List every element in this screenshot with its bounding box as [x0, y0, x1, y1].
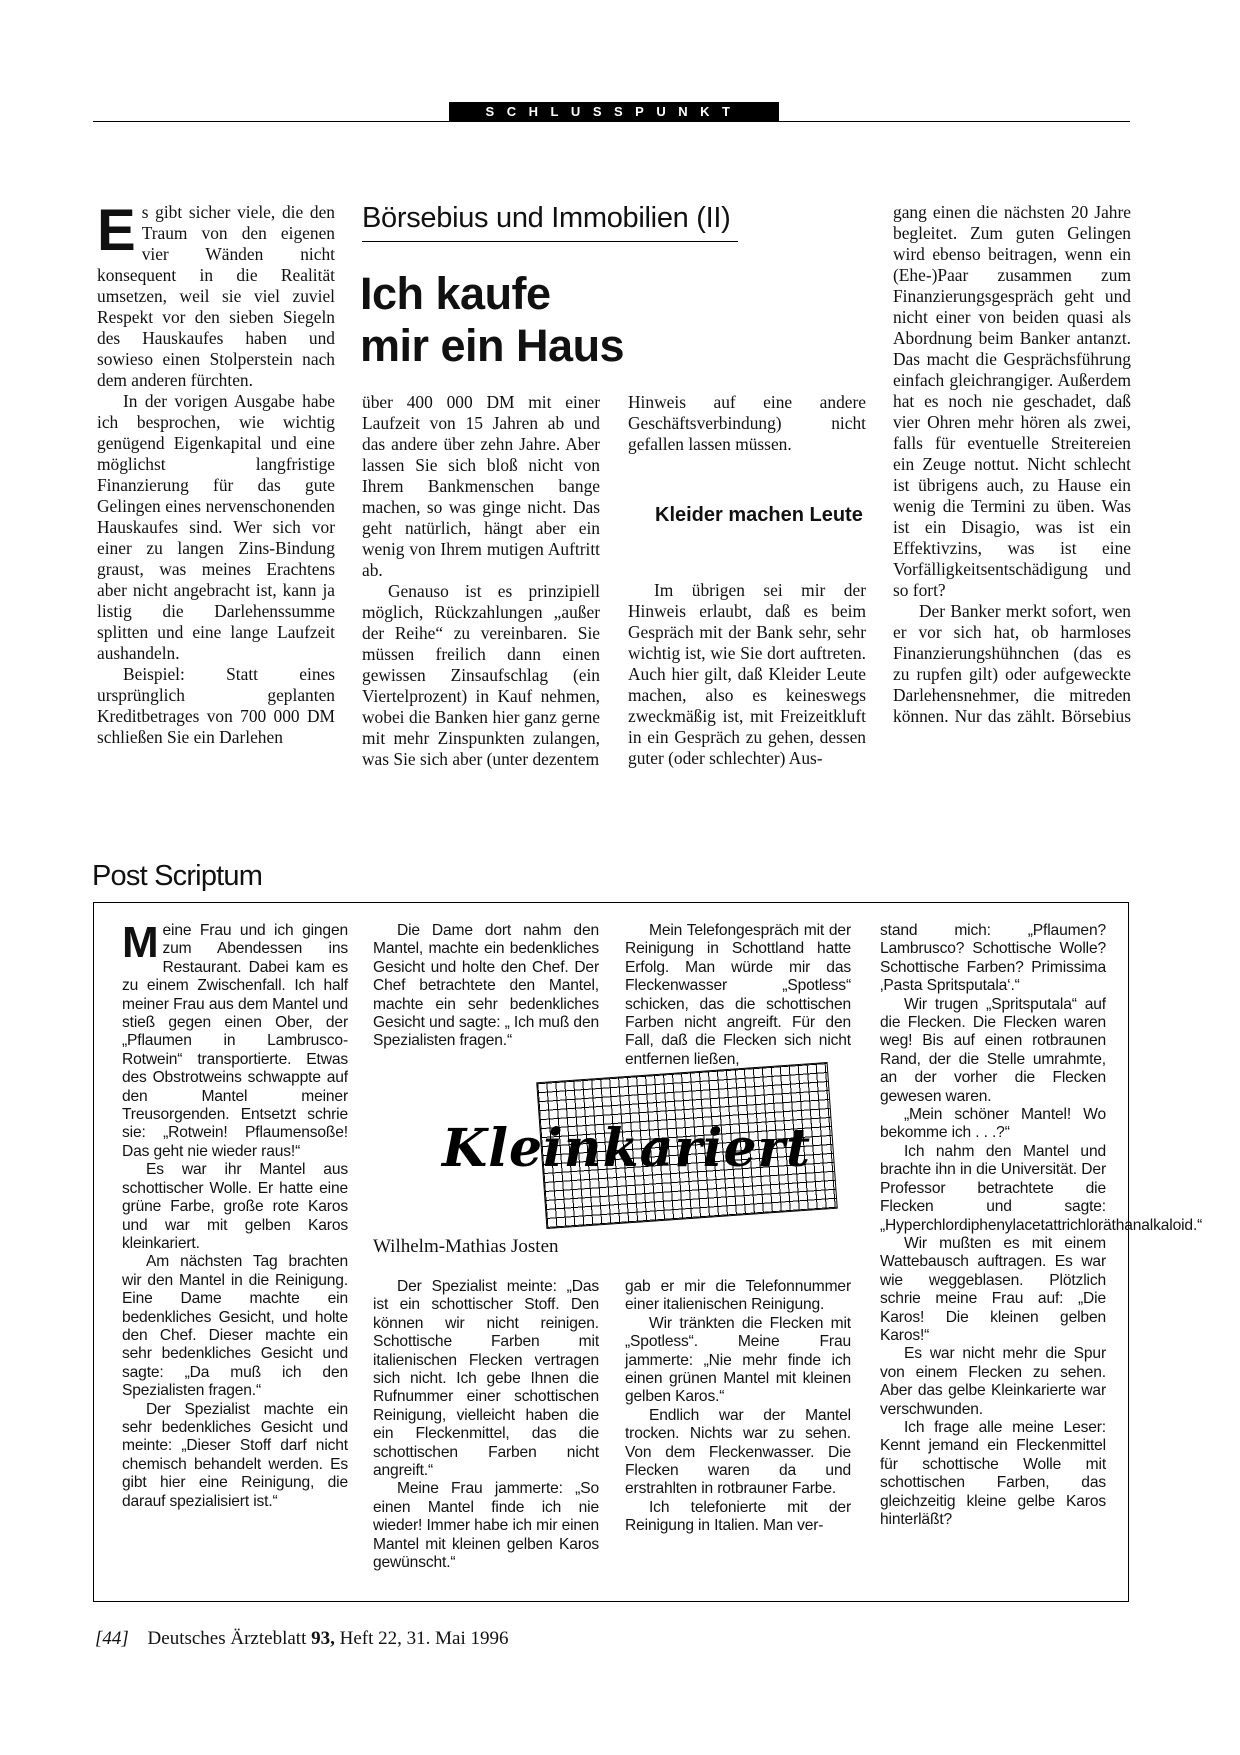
article-paragraph: Der Banker merkt sofort, wen er vor sich hat, ob harmloses Finanzierungshühnchen (das es zu rupfen gilt) oder aufgeweckte Darlehensnehmer, die mitreden können. Nur das zählt. Börsebius — [893, 601, 1131, 726]
ps-drop-cap: M — [122, 918, 159, 967]
headline-line-1: Ich kaufe — [360, 268, 551, 319]
section-label: SCHLUSSPUNKT — [449, 102, 779, 122]
page-footer — [95, 1628, 508, 1650]
article-column-3 — [628, 392, 866, 455]
journal-name: Deutsches Ärzteblatt — [147, 1628, 307, 1649]
article-kicker: Börsebius und Immobilien (II) — [362, 202, 731, 234]
postscriptum-title: Post Scriptum — [92, 860, 263, 892]
ps-paragraph: Ich nahm den Mantel und brachte ihn in die Universität. Der Professor betrachtete die Flecken und sagte: „Hyperchlordiphenylacetattrichloräthanalkaloid.“ — [880, 1142, 1203, 1234]
ps-column-4 — [880, 922, 1203, 1529]
ps-paragraph: Ich telefonierte mit der Reinigung in Italien. Man ver- — [625, 1498, 851, 1535]
kleinkariert-title: Kleinkariert — [442, 1118, 811, 1179]
article-paragraph: Hinweis auf eine andere Geschäftsverbindung) nicht gefallen lassen müssen. — [628, 392, 866, 454]
ps-paragraph: gab er mir die Telefonnummer einer italienischen Reinigung. — [625, 1278, 851, 1314]
ps-paragraph: Endlich war der Mantel trocken. Nichts war zu sehen. Von dem Fleckenwasser. Die Flecken waren da und erstrahlten in rotbrauner Farbe. — [625, 1406, 851, 1498]
headline-line-2: mir ein Haus — [360, 320, 625, 371]
ps-paragraph: Der Spezialist machte ein sehr bedenkliches Gesicht und meinte: „Dieser Stoff darf nicht chemisch behandelt werden. Es gibt hier eine Reinigung, die darauf spezialisiert ist.“ — [122, 1400, 348, 1510]
article-column-2 — [362, 392, 600, 770]
article-headline — [360, 268, 624, 372]
article-column-3-continued — [628, 580, 866, 769]
ps-paragraph: „Mein schöner Mantel! Wo bekomme ich . . .?“ — [880, 1106, 1106, 1142]
author-signature: Börsebius — [1061, 706, 1131, 726]
ps-column-2 — [373, 922, 599, 1051]
article-paragraph: Im übrigen sei mir der Hinweis erlaubt, daß es beim Gespräch mit der Bank sehr, sehr wichtig ist, wie Sie dort auftreten. Auch hier gilt, daß Kleider Leute machen, also es keineswegs zweckmäßig ist, mit Freizeitkluft in ein Gespräch zu gehen, dessen guter (oder schlechter) Aus- — [628, 580, 866, 768]
kicker-rule — [362, 241, 738, 242]
article-subhead: Kleider machen Leute — [655, 504, 863, 526]
ps-paragraph: Wir trugen „Spritsputala“ auf die Flecken. Die Flecken waren weg! Bis auf einen rotbraunen Rand, der die Stelle umrahmte, an der vorher die Flecken gewesen waren. — [880, 995, 1106, 1105]
journal-issue: Heft 22, 31. Mai 1996 — [339, 1628, 509, 1649]
journal-volume: 93, — [311, 1628, 335, 1649]
drop-cap: E — [97, 198, 136, 263]
ps-column-1 — [122, 918, 348, 1511]
ps-column-3 — [625, 922, 851, 1069]
ps-paragraph: Es war ihr Mantel aus schottischer Wolle. Er hatte eine grüne Farbe, große rote Karos und war mit gelben Karos kleinkariert. — [122, 1161, 348, 1252]
article-paragraph: Genauso ist es prinzipiell möglich, Rückzahlungen „außer der Reihe“ zu vereinbaren. Sie müssen freilich dann einen gewissen Zinsaufschlag (ein Viertelprozent) in Kauf nehmen, wobei die Banken hier ganz gerne mit mehr Zinspunkten zulangen, was Sie sich aber (unter dezentem — [362, 581, 600, 769]
page-number: [44] — [95, 1628, 129, 1649]
article-column-4 — [893, 202, 1131, 727]
ps-paragraph: Mein Telefongespräch mit der Reinigung in Schottland hatte Erfolg. Man würde mir das Fleckenwasser „Spotless“ schicken, das die schottischen Farben nicht angreift. Für den Fall, daß die Flecken sich nicht entfernen ließen, — [625, 922, 851, 1068]
article-column-1 — [97, 198, 335, 748]
article-paragraph: gang einen die nächsten 20 Jahre begleitet. Zum guten Gelingen wird ebenso beitragen, wenn ein (Ehe-)Paar zusammen zum Finanzierungsgespräch geht und nicht einer von beiden quasi als Abordnung beim Banker antanzt. Das macht die Gesprächsführung einfach gleichrangiger. Außerdem hat es noch nie geschadet, daß vier Ohren mehr hören als zwei, falls für eventuelle Streitereien ein Zeuge nottut. Nicht schlecht ist übrigens auch, zu Hause ein wenig die Termini zu üben. Was ist ein Disagio, was ist ein Effektivzins, was ist eine Vorfälligkeitsentschädigung und so fort? — [893, 202, 1131, 600]
ps-paragraph: Meine Frau jammerte: „So einen Mantel finde ich nie wieder! Immer habe ich mir einen Mantel mit kleinen gelben Karos gewünscht.“ — [373, 1480, 599, 1572]
article-paragraph: In der vorigen Ausgabe habe ich besprochen, wie wichtig genügend Eigenkapital und eine möglichst langfristige Finanzierung für das gute Gelingen eines nervenschonenden Hauskaufes sind. Wer sich vor einer zu langen Zins-Bindung graust, was meines Erachtens aber nicht angebracht ist, kann ja listig die Darlehenssumme splitten und eine lange Laufzeit aushandeln. — [97, 391, 335, 663]
article-paragraph: Beispiel: Statt eines ursprünglich geplanten Kreditbetrages von 700 000 DM schließen Sie ein Darlehen — [97, 664, 335, 747]
ps-paragraph: Wir tränkten die Flecken mit „Spotless“. Meine Frau jammerte: „Nie mehr finde ich einen grünen Mantel mit kleinen gelben Karos.“ — [625, 1314, 851, 1406]
ps-paragraph: Die Dame dort nahm den Mantel, machte ein bedenkliches Gesicht und holte den Chef. Der Chef betrachtete den Mantel, machte ein sehr bedenkliches Gesicht und sagte: „ Ich muß den Spezialisten fragen.“ — [373, 922, 599, 1050]
article-paragraph: s gibt sicher viele, die den Traum von den eigenen vier Wänden nicht konsequent in die Realität umsetzen, weil sie viel zuviel Respekt vor den sieben Siegeln des Hauskaufes haben und sowieso einen Stolperstein nach dem anderen fürchten. — [97, 202, 335, 390]
ps-paragraph: Wir mußten es mit einem Wattebausch auftragen. Es war wie weggeblasen. Plötzlich schrie meine Frau auf: „Die Karos! Die kleinen gelben Karos!“ — [880, 1234, 1106, 1344]
ps-paragraph: Es war nicht mehr die Spur von einem Flecken zu sehen. Aber das gelbe Kleinkarierte war verschwunden. — [880, 1345, 1106, 1418]
ps-column-2-lower — [373, 1278, 599, 1573]
article-paragraph: über 400 000 DM mit einer Laufzeit von 15 Jahren ab und das andere über zehn Jahre. Aber lassen Sie sich bloß nicht von Ihrem Bankmenschen bange machen, so was ginge nicht. Das geht natürlich, hängt aber ein wenig von Ihrem mutigen Auftritt ab. — [362, 392, 600, 580]
ps-paragraph: Der Spezialist meinte: „Das ist ein schottischer Stoff. Den können wir nicht reinigen. Schottische Farben mit italienischen Flecken vertragen sich nicht. Ich gebe Ihnen die Rufnummer einer schottischen Reinigung, vielleicht haben die ein Fleckenmittel, das die schottischen Farben nicht angreift.“ — [373, 1278, 599, 1480]
ps-paragraph: eine Frau und ich gingen zum Abendessen ins Restaurant. Dabei kam es zu einem Zwischenfall. Ich half meiner Frau aus dem Mantel und stieß gegen einen Ober, der „Pflaumen in Lambrusco-Rotwein“ transportierte. Etwas des Obstrotweins schwappte auf den Mantel meiner Treusorgenden. Entsetzt schrie sie: „Rotwein! Pflaumensoße! Das geht nie wieder raus!“ — [122, 922, 348, 1160]
ps-column-3-lower — [625, 1278, 851, 1536]
ps-paragraph: Am nächsten Tag brachten wir den Mantel in die Reinigung. Eine Dame machte ein bedenkliches Gesicht, und holte den Chef. Dieser machte ein sehr bedenkliches Gesicht und sagte: „Da muß ich den Spezialisten fragen.“ — [122, 1253, 348, 1400]
ps-paragraph: Ich frage alle meine Leser: Kennt jemand ein Fleckenmittel für schottische Wolle mit schottischen Farben, das gleichzeitig kleine gelbe Karos hinterläßt? — [880, 1418, 1106, 1528]
ps-paragraph: stand mich: „Pflaumen? Lambrusco? Schottische Wolle? Schottische Farben? Primissima ‚Pasta Spritsputala‘.“ — [880, 922, 1106, 995]
ps-author: Wilhelm-Mathias Josten — [373, 1236, 559, 1257]
